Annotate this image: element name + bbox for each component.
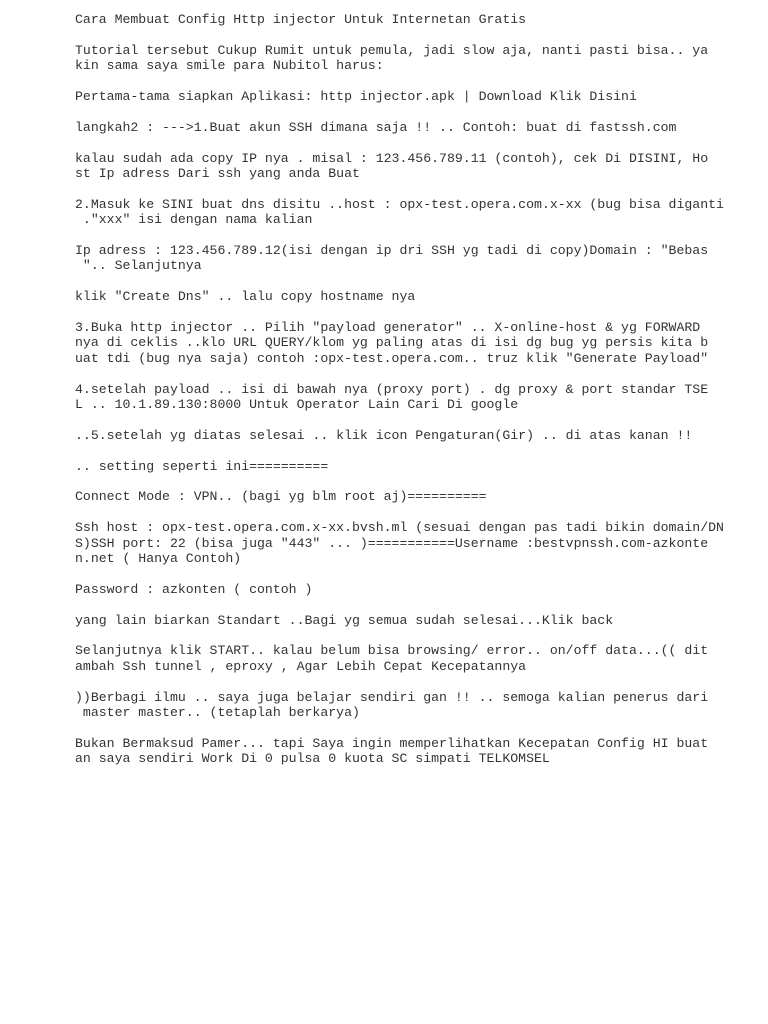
text-line: ))Berbagi ilmu .. saya juga belajar sendiri gan !! .. semoga kalian penerus dari [75, 689, 709, 705]
paragraph [75, 12, 715, 27]
text-line: L .. 10.1.89.130:8000 Untuk Operator Lain Cari Di google [75, 397, 519, 413]
paragraph [75, 151, 715, 182]
text-line: .. setting seperti ini========== [75, 458, 329, 474]
text-line: S)SSH port: 22 (bisa juga "443" ... )===========Username :bestvpnssh.com-azkonte [75, 535, 709, 551]
text-line: an saya sendiri Work Di 0 pulsa 0 kuota SC simpati TELKOMSEL [75, 751, 550, 767]
paragraph [75, 459, 715, 474]
paragraph [75, 196, 724, 228]
text-line: Ip adress : 123.456.789.12(isi dengan ip dri SSH yg tadi di copy)Domain : "Bebas [75, 243, 709, 258]
text-line: ..5.setelah yg diatas selesai .. klik icon Pengaturan(Gir) .. di atas kanan !! [75, 427, 693, 443]
text-line: ."xxx" isi dengan nama kalian [75, 212, 313, 228]
text-line: klik "Create Dns" .. lalu copy hostname nya [75, 289, 416, 305]
text-line: ".. Selanjutnya [75, 258, 202, 274]
text-line: 2.Masuk ke SINI buat dns disitu ..host : opx-test.opera.com.x-xx (bug bisa diganti [75, 196, 724, 212]
paragraph [75, 428, 715, 443]
text-line: Tutorial tersebut Cukup Rumit untuk pemula, jadi slow aja, nanti pasti bisa.. ya [75, 42, 709, 58]
text-line: yang lain biarkan Standart ..Bagi yg semua sudah selesai...Klik back [75, 612, 614, 628]
paragraph [75, 43, 715, 74]
paragraph [75, 243, 715, 274]
paragraph [75, 320, 715, 366]
paragraph [75, 489, 715, 504]
paragraph [75, 690, 715, 721]
paragraph [75, 736, 715, 767]
text-line: n.net ( Hanya Contoh) [75, 551, 242, 567]
text-line: Password : azkonten ( contoh ) [75, 581, 313, 597]
text-line: uat tdi (bug nya saja) contoh :opx-test.opera.com.. truz klik "Generate Payload" [75, 350, 709, 366]
text-line: Pertama-tama siapkan Aplikasi: http injector.apk | Download Klik Disini [75, 89, 637, 104]
text-line: st Ip adress Dari ssh yang anda Buat [75, 166, 360, 181]
text-line: 3.Buka http injector .. Pilih "payload generator" .. X-online-host & yg FORWARD [75, 320, 701, 335]
text-line: nya di ceklis ..klo URL QUERY/klom yg paling atas di isi dg bug yg persis kita b [75, 335, 709, 351]
text-line: Cara Membuat Config Http injector Untuk Internetan Gratis [75, 12, 527, 27]
paragraph [75, 643, 715, 674]
text-line: Ssh host : opx-test.opera.com.x-xx.bvsh.ml (sesuai dengan pas tadi bikin domain/DN [75, 520, 724, 536]
text-line: ambah Ssh tunnel , eproxy , Agar Lebih Cepat Kecepatannya [75, 658, 527, 674]
text-line: kin sama saya smile para Nubitol harus: [75, 58, 384, 74]
text-line: Connect Mode : VPN.. (bagi yg blm root aj)========== [75, 489, 487, 505]
paragraph [75, 120, 715, 135]
paragraph [75, 582, 715, 597]
paragraph [75, 382, 715, 413]
text-line: Selanjutnya klik START.. kalau belum bisa browsing/ error.. on/off data...(( dit [75, 643, 709, 659]
text-line: Bukan Bermaksud Pamer... tapi Saya ingin memperlihatkan Kecepatan Config HI buat [75, 735, 709, 751]
paragraph [75, 613, 715, 628]
paragraph [75, 89, 715, 104]
paragraph [75, 289, 715, 304]
text-line: master master.. (tetaplah berkarya) [75, 705, 360, 721]
text-line: langkah2 : --->1.Buat akun SSH dimana saja !! .. Contoh: buat di fastssh.com [75, 119, 677, 135]
text-line: kalau sudah ada copy IP nya . misal : 123.456.789.11 (contoh), cek Di DISINI, Ho [75, 150, 709, 166]
document-page [75, 12, 724, 782]
text-line: 4.setelah payload .. isi di bawah nya (proxy port) . dg proxy & port standar TSE [75, 381, 709, 397]
paragraph [75, 520, 724, 567]
